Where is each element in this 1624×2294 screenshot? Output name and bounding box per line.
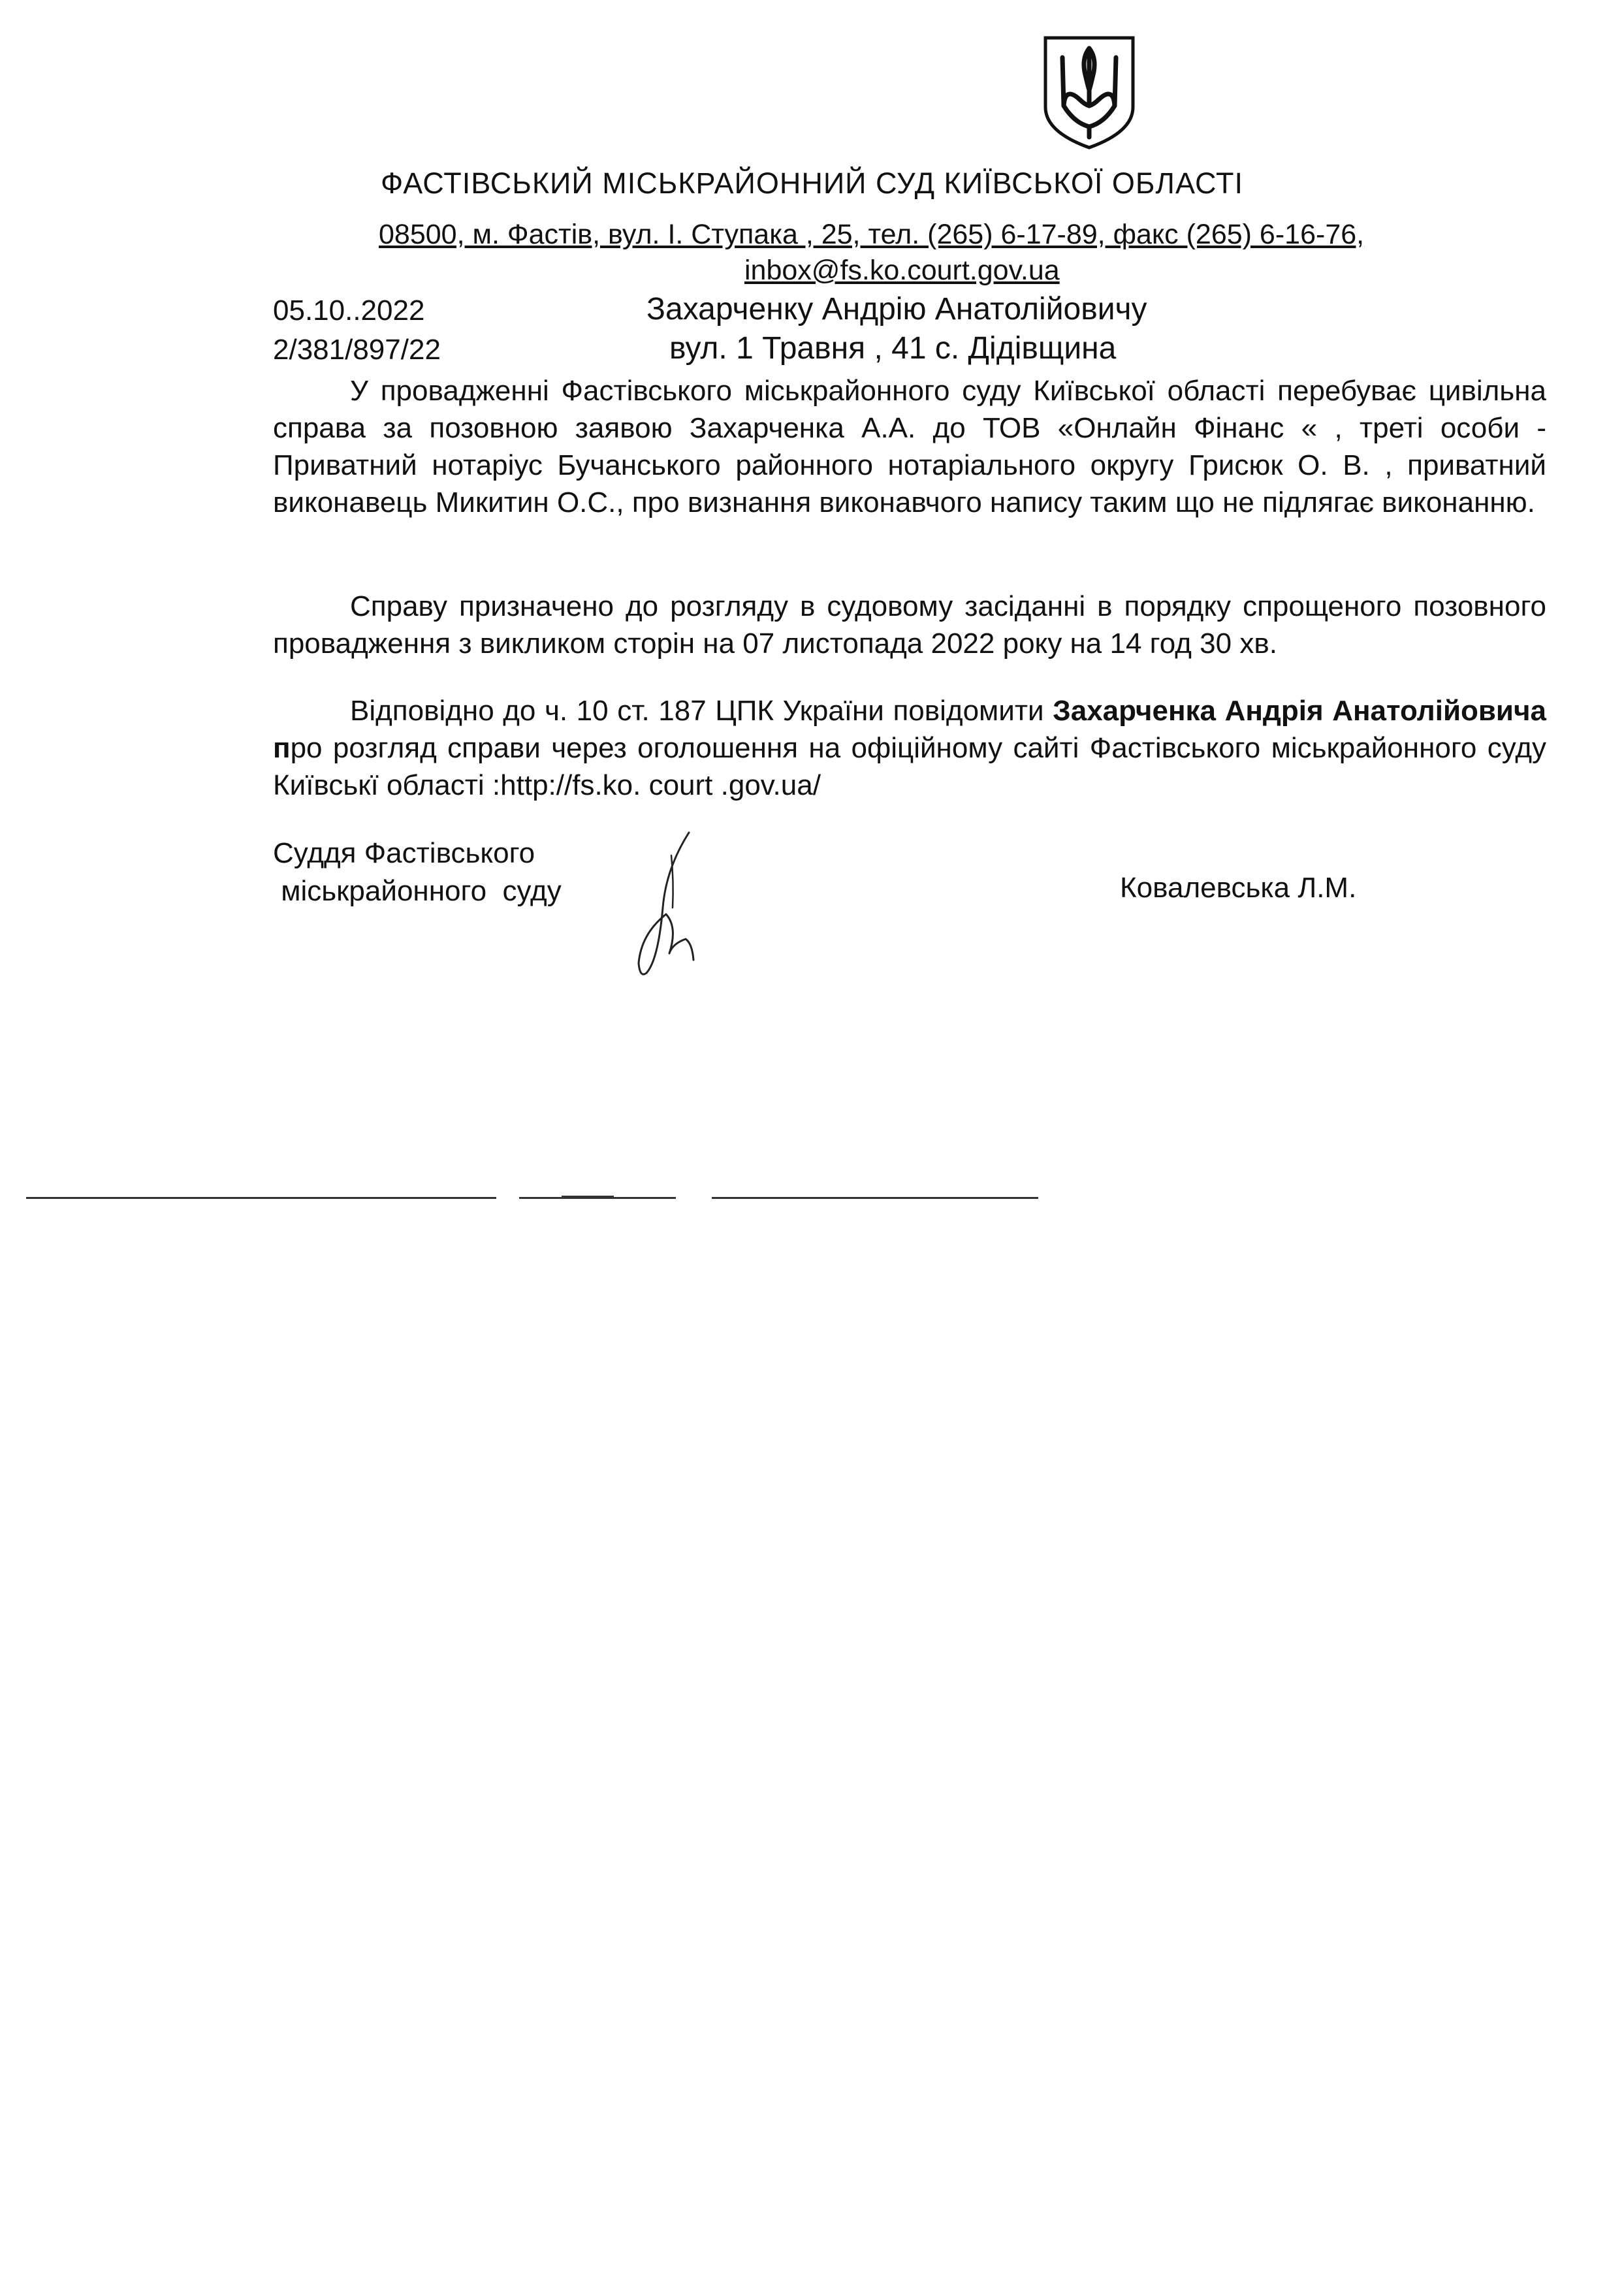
scan-line-segment bbox=[562, 1196, 614, 1198]
notification-rest: ро розгляд справи через оголошення на офіційному сайті Фастівського міськрайонного суду Київськї області :http://fs.ko. court .gov.ua/ bbox=[273, 732, 1546, 801]
court-email: inbox@fs.ko.court.gov.ua bbox=[744, 255, 1060, 286]
court-address: 08500, м. Фастів, вул. І. Ступака , 25, тел. (265) 6-17-89, факс (265) 6-16-76, bbox=[379, 219, 1365, 250]
court-name: ФАСТІВСЬКИЙ МІСЬКРАЙОННИЙ СУД КИЇВСЬКОЇ ОБЛАСТІ bbox=[381, 167, 1243, 200]
judge-title bbox=[273, 835, 562, 910]
recipient-name: Захарченку Андрію Анатолійовичу bbox=[646, 292, 1147, 327]
paragraph-notification bbox=[273, 692, 1546, 804]
paragraph-hearing: Справу призначено до розгляду в судовому засіданні в порядку спрощеного позовного провадження з викликом сторін на 07 листопада 2022 року на 14 год 30 хв. bbox=[273, 590, 1546, 660]
judge-name: Ковалевська Л.М. bbox=[1120, 872, 1357, 904]
judge-title-line2: міськрайонного суду bbox=[273, 875, 562, 907]
defendant-name-bold: Захарченка Андрія Анатолійовича п bbox=[273, 695, 1546, 764]
case-number: 2/381/897/22 bbox=[273, 334, 441, 366]
recipient-address: вул. 1 Травня , 41 с. Дідівщина bbox=[669, 331, 1117, 366]
handwritten-signature bbox=[627, 829, 705, 980]
notification-lead: Відповідно до ч. 10 ст. 187 ЦПК України повідомити bbox=[350, 695, 1053, 727]
scan-line-segment bbox=[712, 1197, 1038, 1199]
scan-line-segment bbox=[26, 1197, 496, 1199]
document-date: 05.10..2022 bbox=[273, 295, 425, 327]
judge-title-line1: Суддя Фастівського bbox=[273, 837, 535, 869]
paragraph-proceedings: У провадженні Фастівського міськрайонного суду Київської області перебуває цивільна справа за позовною заявою Захарченка А.А. до ТОВ «Онлайн Фінанс « , треті особи - Приватний нотаріус Бучанського районного нотаріального округу Грисюк О. В. , приватний виконавець Микитин О.С., про визнання виконавчого напису таким що не підлягає виконанню. bbox=[273, 375, 1546, 518]
coat-of-arms-emblem bbox=[1042, 34, 1137, 151]
